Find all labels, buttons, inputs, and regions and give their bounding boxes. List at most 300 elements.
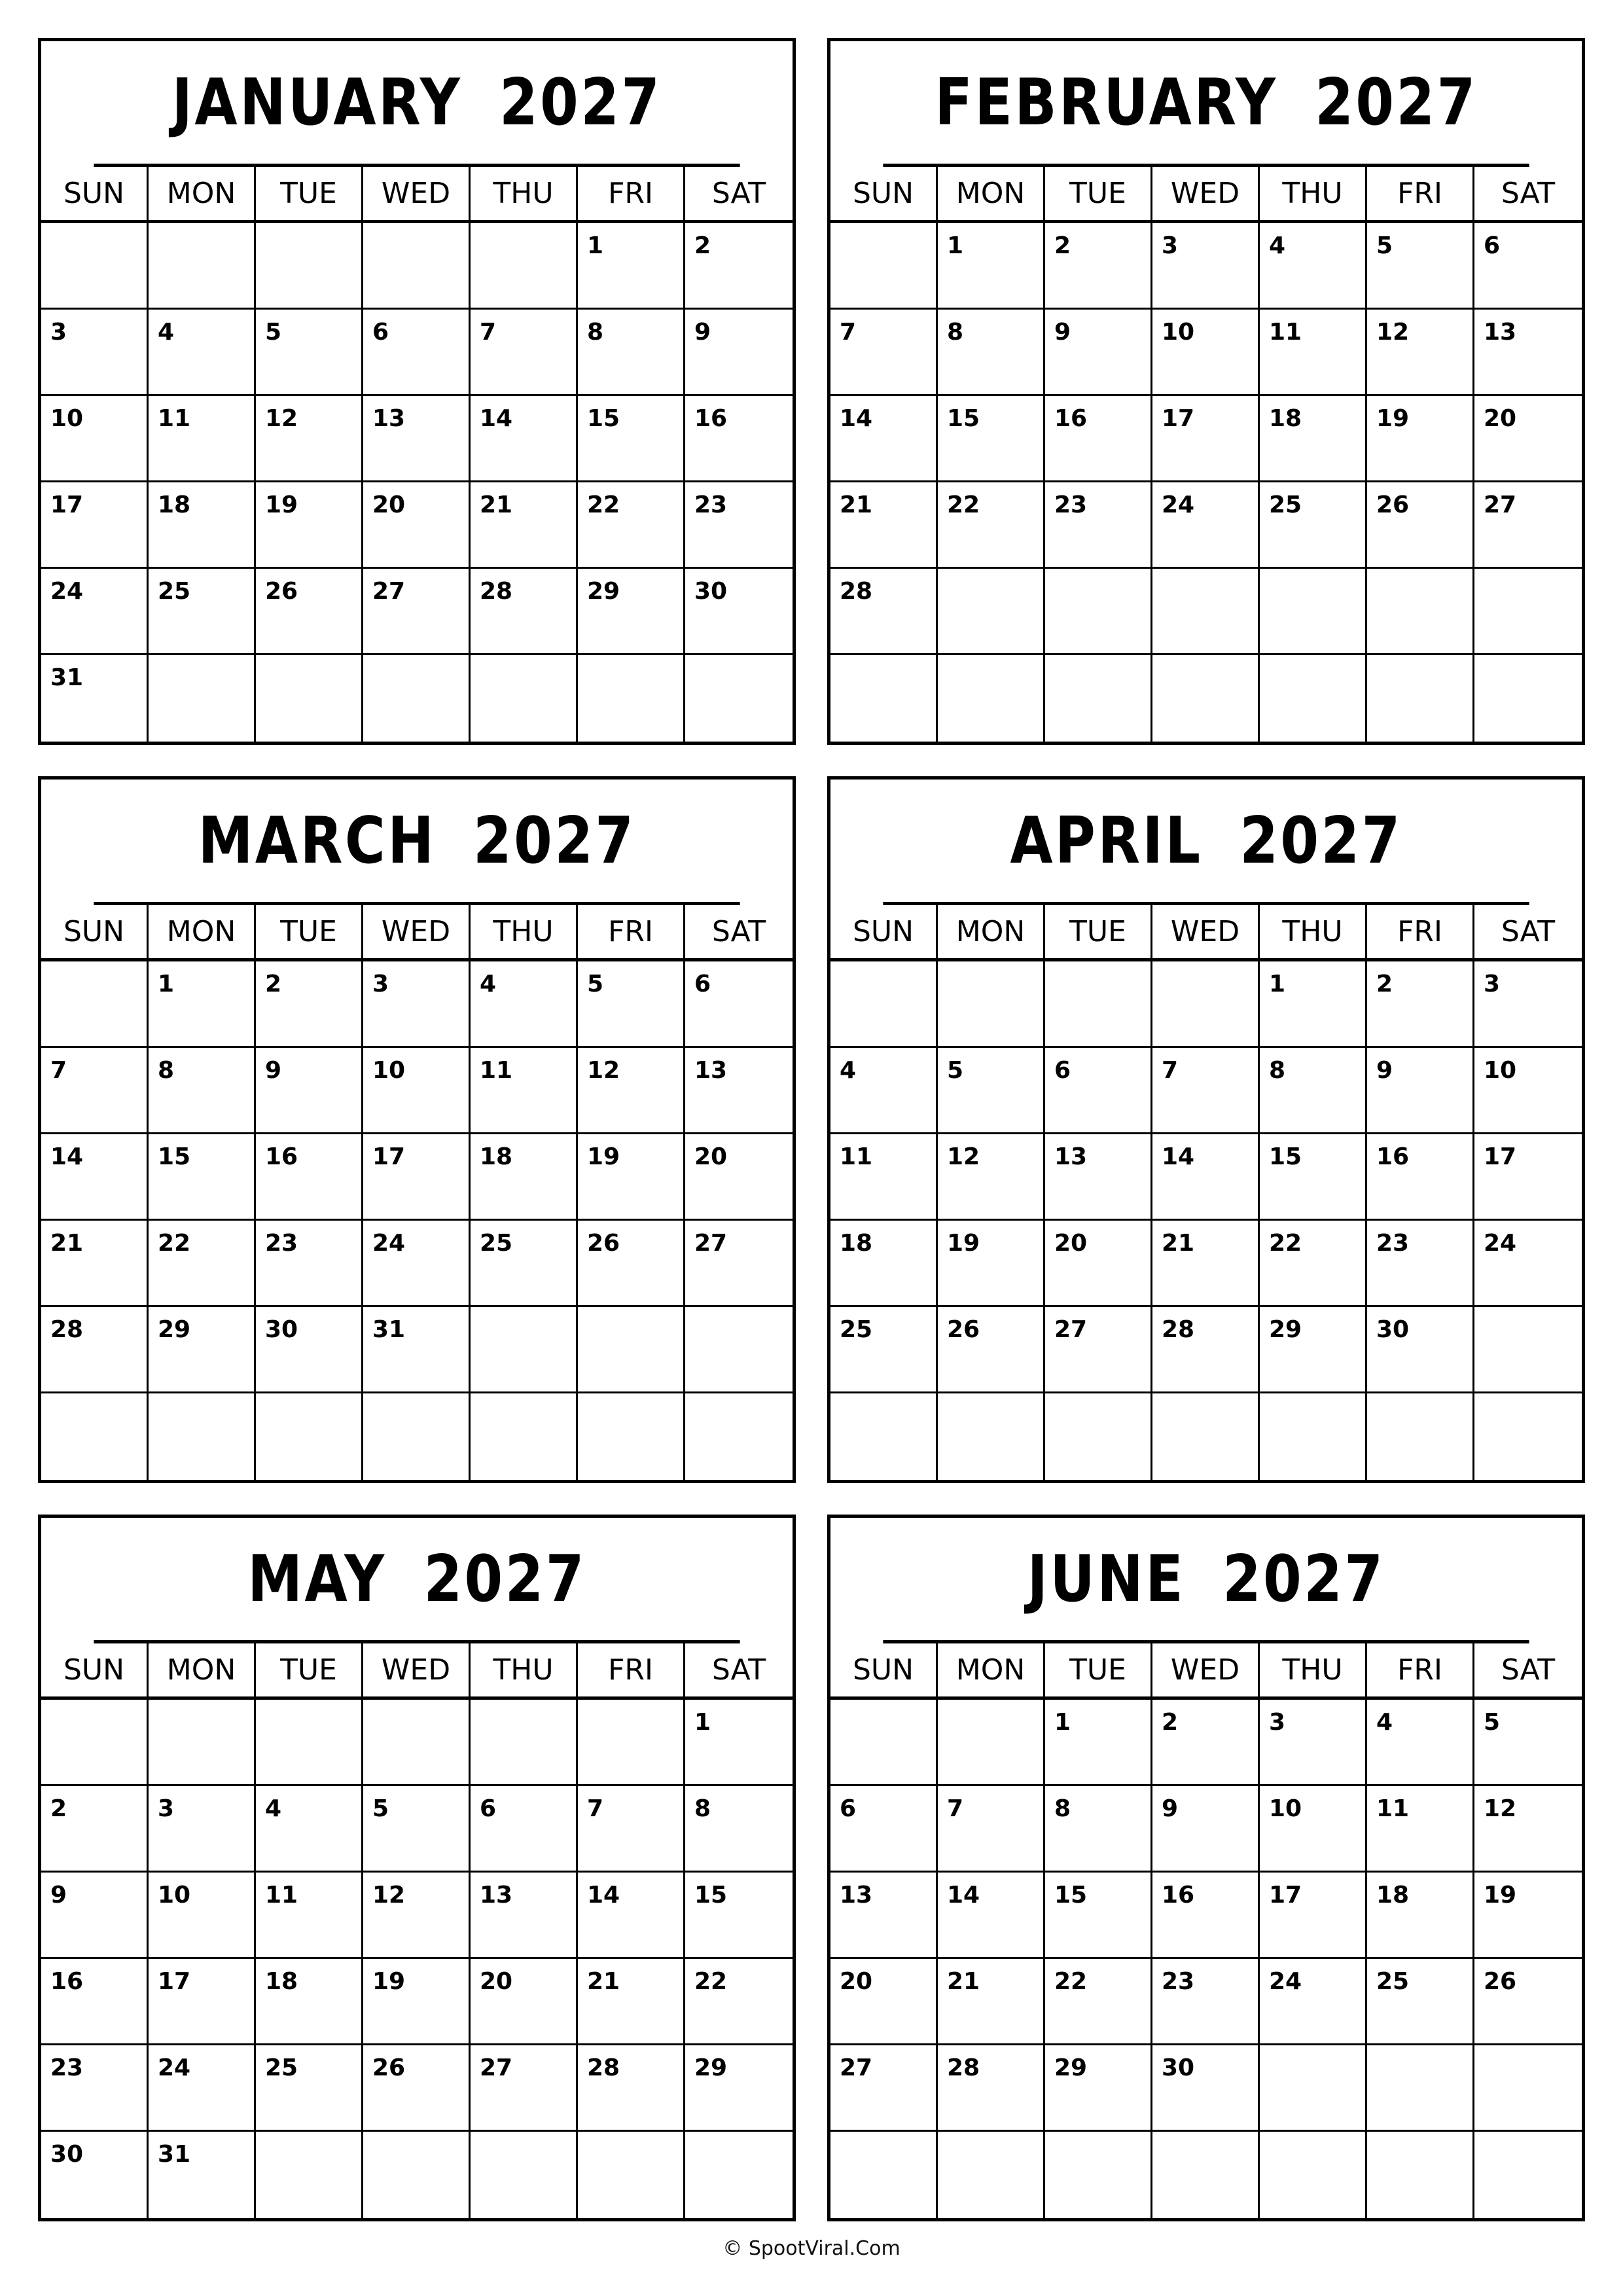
day-cell: 4 (149, 310, 256, 396)
day-cell: 7 (830, 310, 938, 396)
month-title: JANUARY 2027 (94, 41, 740, 167)
empty-day-cell (471, 2132, 578, 2218)
day-cell: 19 (256, 482, 363, 569)
day-cell: 13 (471, 1873, 578, 1959)
day-cell: 26 (256, 569, 363, 655)
empty-day-cell (41, 961, 149, 1048)
empty-day-cell (938, 1700, 1045, 1786)
day-cell: 30 (256, 1307, 363, 1393)
empty-day-cell (685, 2132, 793, 2218)
empty-day-cell (363, 655, 471, 742)
day-cell: 11 (471, 1048, 578, 1134)
empty-day-cell (1260, 2132, 1367, 2218)
day-cell: 2 (256, 961, 363, 1048)
day-cell: 4 (471, 961, 578, 1048)
day-cell: 25 (149, 569, 256, 655)
day-cell: 11 (830, 1134, 938, 1221)
weekday-label: WED (363, 167, 471, 220)
day-cell: 11 (256, 1873, 363, 1959)
weekday-label: SUN (41, 1643, 149, 1696)
empty-day-cell (1152, 1393, 1260, 1480)
day-cell: 17 (1474, 1134, 1582, 1221)
day-grid (830, 223, 1582, 742)
day-cell: 26 (363, 2045, 471, 2132)
day-cell: 8 (938, 310, 1045, 396)
empty-day-cell (363, 1393, 471, 1480)
day-cell: 10 (149, 1873, 256, 1959)
day-cell: 9 (1045, 310, 1152, 396)
day-cell: 25 (830, 1307, 938, 1393)
empty-day-cell (938, 655, 1045, 742)
day-cell: 17 (1152, 396, 1260, 482)
empty-day-cell (578, 1393, 685, 1480)
weekday-label: FRI (1367, 905, 1474, 958)
empty-day-cell (1474, 655, 1582, 742)
weekday-label: TUE (256, 1643, 363, 1696)
day-cell: 20 (685, 1134, 793, 1221)
day-cell: 23 (256, 1221, 363, 1307)
day-cell: 30 (1152, 2045, 1260, 2132)
empty-day-cell (578, 2132, 685, 2218)
day-cell: 14 (1152, 1134, 1260, 1221)
day-cell: 28 (471, 569, 578, 655)
day-cell: 8 (578, 310, 685, 396)
day-cell: 6 (1474, 223, 1582, 310)
empty-day-cell (149, 1700, 256, 1786)
day-cell: 31 (149, 2132, 256, 2218)
day-cell: 11 (149, 396, 256, 482)
month-calendar (827, 1515, 1585, 2221)
empty-day-cell (830, 2132, 938, 2218)
empty-day-cell (938, 2132, 1045, 2218)
empty-day-cell (830, 223, 938, 310)
day-cell: 4 (1260, 223, 1367, 310)
weekday-label: TUE (1045, 1643, 1152, 1696)
day-cell: 22 (149, 1221, 256, 1307)
weekday-label: SUN (830, 167, 938, 220)
day-cell: 31 (41, 655, 149, 742)
day-cell: 13 (685, 1048, 793, 1134)
day-cell: 2 (1045, 223, 1152, 310)
day-cell: 20 (363, 482, 471, 569)
empty-day-cell (149, 223, 256, 310)
day-cell: 21 (938, 1959, 1045, 2045)
day-cell: 27 (685, 1221, 793, 1307)
empty-day-cell (1045, 655, 1152, 742)
day-cell: 4 (1367, 1700, 1474, 1786)
day-cell: 18 (256, 1959, 363, 2045)
day-cell: 1 (149, 961, 256, 1048)
day-cell: 23 (1367, 1221, 1474, 1307)
empty-day-cell (1152, 655, 1260, 742)
day-cell: 3 (41, 310, 149, 396)
weekday-label: SAT (711, 177, 766, 210)
day-cell: 9 (41, 1873, 149, 1959)
weekday-header-row (41, 167, 793, 223)
empty-day-cell (685, 655, 793, 742)
empty-day-cell (471, 1307, 578, 1393)
empty-day-cell (471, 655, 578, 742)
empty-day-cell (938, 1393, 1045, 1480)
day-cell: 16 (685, 396, 793, 482)
day-cell: 25 (471, 1221, 578, 1307)
day-cell: 7 (41, 1048, 149, 1134)
day-grid (41, 961, 793, 1480)
day-cell: 18 (471, 1134, 578, 1221)
weekday-label: SUN (830, 905, 938, 958)
day-cell: 5 (578, 961, 685, 1048)
day-cell: 16 (1045, 396, 1152, 482)
empty-day-cell (149, 655, 256, 742)
day-cell: 6 (471, 1786, 578, 1873)
day-cell: 30 (685, 569, 793, 655)
day-cell: 11 (1367, 1786, 1474, 1873)
day-cell: 28 (938, 2045, 1045, 2132)
day-cell: 26 (938, 1307, 1045, 1393)
day-cell: 13 (1045, 1134, 1152, 1221)
day-cell: 21 (41, 1221, 149, 1307)
day-cell: 3 (1152, 223, 1260, 310)
day-cell: 5 (938, 1048, 1045, 1134)
day-cell: 5 (1474, 1700, 1582, 1786)
weekday-label: WED (363, 1643, 471, 1696)
day-cell: 18 (830, 1221, 938, 1307)
day-cell: 18 (1367, 1873, 1474, 1959)
weekday-label: THU (471, 167, 578, 220)
day-cell: 26 (1367, 482, 1474, 569)
weekday-label: FRI (578, 167, 685, 220)
day-cell: 14 (471, 396, 578, 482)
empty-day-cell (256, 655, 363, 742)
calendar-grid (38, 38, 1585, 2221)
day-cell: 21 (1152, 1221, 1260, 1307)
day-cell: 21 (471, 482, 578, 569)
day-cell: 9 (1367, 1048, 1474, 1134)
empty-day-cell (1367, 2132, 1474, 2218)
day-cell: 21 (830, 482, 938, 569)
day-cell: 28 (830, 569, 938, 655)
day-cell: 27 (830, 2045, 938, 2132)
empty-day-cell (1367, 569, 1474, 655)
day-cell: 6 (830, 1786, 938, 1873)
day-cell: 10 (41, 396, 149, 482)
day-cell: 9 (256, 1048, 363, 1134)
day-cell: 13 (1474, 310, 1582, 396)
month-title: MAY 2027 (94, 1518, 740, 1643)
day-cell: 23 (685, 482, 793, 569)
day-cell: 24 (363, 1221, 471, 1307)
month-calendar (827, 776, 1585, 1483)
day-cell: 8 (1260, 1048, 1367, 1134)
weekday-label: SAT (711, 915, 766, 948)
day-cell: 25 (1260, 482, 1367, 569)
day-cell: 19 (938, 1221, 1045, 1307)
day-cell: 30 (41, 2132, 149, 2218)
weekday-label: THU (1260, 905, 1367, 958)
day-cell: 20 (471, 1959, 578, 2045)
weekday-label: FRI (578, 905, 685, 958)
weekday-label: THU (471, 905, 578, 958)
day-cell: 21 (578, 1959, 685, 2045)
day-cell: 28 (1152, 1307, 1260, 1393)
day-cell: 24 (41, 569, 149, 655)
day-cell: 9 (685, 310, 793, 396)
weekday-label: SUN (41, 905, 149, 958)
empty-day-cell (1260, 569, 1367, 655)
empty-day-cell (685, 1393, 793, 1480)
empty-day-cell (149, 1393, 256, 1480)
day-cell: 1 (685, 1700, 793, 1786)
day-cell: 20 (830, 1959, 938, 2045)
day-cell: 19 (363, 1959, 471, 2045)
day-cell: 3 (1260, 1700, 1367, 1786)
day-cell: 15 (1045, 1873, 1152, 1959)
weekday-label: MON (938, 1643, 1045, 1696)
day-cell: 8 (685, 1786, 793, 1873)
day-cell: 20 (1045, 1221, 1152, 1307)
empty-day-cell (830, 1393, 938, 1480)
day-cell: 8 (149, 1048, 256, 1134)
day-cell: 7 (1152, 1048, 1260, 1134)
day-cell: 30 (1367, 1307, 1474, 1393)
day-cell: 24 (1260, 1959, 1367, 2045)
day-cell: 28 (41, 1307, 149, 1393)
month-calendar (38, 776, 796, 1483)
day-cell: 19 (1367, 396, 1474, 482)
empty-day-cell (1474, 2132, 1582, 2218)
weekday-label: THU (1260, 167, 1367, 220)
day-grid (41, 1700, 793, 2218)
day-cell: 27 (363, 569, 471, 655)
day-cell: 12 (578, 1048, 685, 1134)
day-cell: 25 (256, 2045, 363, 2132)
weekday-header-row (41, 1643, 793, 1700)
day-cell: 7 (938, 1786, 1045, 1873)
day-cell: 10 (1474, 1048, 1582, 1134)
weekday-label: WED (1152, 167, 1260, 220)
day-cell: 24 (1474, 1221, 1582, 1307)
empty-day-cell (256, 223, 363, 310)
weekday-label: SAT (1501, 177, 1556, 210)
day-cell: 12 (1367, 310, 1474, 396)
empty-day-cell (685, 1307, 793, 1393)
day-cell: 15 (938, 396, 1045, 482)
weekday-label: THU (471, 1643, 578, 1696)
empty-day-cell (830, 1700, 938, 1786)
day-cell: 22 (1260, 1221, 1367, 1307)
day-cell: 31 (363, 1307, 471, 1393)
weekday-label: MON (149, 905, 256, 958)
day-cell: 28 (578, 2045, 685, 2132)
day-cell: 26 (578, 1221, 685, 1307)
month-calendar (38, 1515, 796, 2221)
day-cell: 2 (1367, 961, 1474, 1048)
empty-day-cell (1152, 961, 1260, 1048)
day-cell: 14 (578, 1873, 685, 1959)
day-cell: 3 (149, 1786, 256, 1873)
day-cell: 23 (1152, 1959, 1260, 2045)
day-cell: 1 (1045, 1700, 1152, 1786)
month-title: APRIL 2027 (883, 780, 1529, 905)
weekday-label: SAT (1501, 915, 1556, 948)
month-calendar (38, 38, 796, 745)
day-cell: 29 (149, 1307, 256, 1393)
weekday-label: TUE (1045, 167, 1152, 220)
day-cell: 10 (1152, 310, 1260, 396)
empty-day-cell (1367, 1393, 1474, 1480)
day-cell: 17 (1260, 1873, 1367, 1959)
weekday-header-row (830, 167, 1582, 223)
day-cell: 7 (578, 1786, 685, 1873)
day-cell: 27 (1474, 482, 1582, 569)
day-cell: 13 (363, 396, 471, 482)
day-cell: 22 (578, 482, 685, 569)
day-cell: 6 (363, 310, 471, 396)
weekday-label: WED (1152, 1643, 1260, 1696)
empty-day-cell (256, 1393, 363, 1480)
day-cell: 1 (578, 223, 685, 310)
empty-day-cell (1474, 569, 1582, 655)
day-cell: 2 (685, 223, 793, 310)
day-cell: 12 (938, 1134, 1045, 1221)
day-cell: 15 (149, 1134, 256, 1221)
empty-day-cell (578, 1700, 685, 1786)
day-cell: 16 (1367, 1134, 1474, 1221)
empty-day-cell (256, 2132, 363, 2218)
empty-day-cell (1260, 655, 1367, 742)
day-cell: 29 (685, 2045, 793, 2132)
empty-day-cell (471, 223, 578, 310)
day-cell: 26 (1474, 1959, 1582, 2045)
empty-day-cell (256, 1700, 363, 1786)
day-cell: 9 (1152, 1786, 1260, 1873)
day-cell: 18 (1260, 396, 1367, 482)
day-cell: 1 (938, 223, 1045, 310)
day-cell: 29 (578, 569, 685, 655)
empty-day-cell (471, 1393, 578, 1480)
empty-day-cell (938, 961, 1045, 1048)
empty-day-cell (1045, 961, 1152, 1048)
day-grid (830, 961, 1582, 1480)
weekday-label: TUE (256, 905, 363, 958)
empty-day-cell (1474, 1393, 1582, 1480)
day-cell: 4 (830, 1048, 938, 1134)
day-cell: 22 (1045, 1959, 1152, 2045)
day-cell: 15 (578, 396, 685, 482)
day-cell: 15 (685, 1873, 793, 1959)
weekday-label: WED (363, 905, 471, 958)
day-cell: 29 (1045, 2045, 1152, 2132)
day-cell: 22 (938, 482, 1045, 569)
day-cell: 12 (256, 396, 363, 482)
day-cell: 6 (1045, 1048, 1152, 1134)
day-cell: 25 (1367, 1959, 1474, 2045)
weekday-label: SAT (1501, 1653, 1556, 1687)
empty-day-cell (830, 655, 938, 742)
weekday-header-row (830, 1643, 1582, 1700)
day-cell: 14 (41, 1134, 149, 1221)
day-cell: 4 (256, 1786, 363, 1873)
month-title: MARCH 2027 (94, 780, 740, 905)
empty-day-cell (1260, 2045, 1367, 2132)
day-cell: 7 (471, 310, 578, 396)
day-cell: 10 (363, 1048, 471, 1134)
weekday-label: WED (1152, 905, 1260, 958)
day-cell: 23 (1045, 482, 1152, 569)
empty-day-cell (1367, 2045, 1474, 2132)
day-cell: 3 (363, 961, 471, 1048)
day-cell: 3 (1474, 961, 1582, 1048)
empty-day-cell (938, 569, 1045, 655)
day-cell: 24 (1152, 482, 1260, 569)
day-cell: 27 (1045, 1307, 1152, 1393)
day-cell: 13 (830, 1873, 938, 1959)
empty-day-cell (363, 2132, 471, 2218)
empty-day-cell (1152, 2132, 1260, 2218)
weekday-label: SUN (830, 1643, 938, 1696)
empty-day-cell (471, 1700, 578, 1786)
empty-day-cell (1152, 569, 1260, 655)
weekday-label: SUN (41, 167, 149, 220)
day-cell: 1 (1260, 961, 1367, 1048)
day-cell: 12 (363, 1873, 471, 1959)
weekday-label: MON (938, 905, 1045, 958)
day-cell: 18 (149, 482, 256, 569)
day-cell: 14 (938, 1873, 1045, 1959)
empty-day-cell (363, 223, 471, 310)
day-cell: 15 (1260, 1134, 1367, 1221)
day-cell: 5 (256, 310, 363, 396)
day-cell: 5 (1367, 223, 1474, 310)
day-cell: 24 (149, 2045, 256, 2132)
day-cell: 22 (685, 1959, 793, 2045)
empty-day-cell (1474, 1307, 1582, 1393)
day-cell: 2 (1152, 1700, 1260, 1786)
day-cell: 10 (1260, 1786, 1367, 1873)
empty-day-cell (41, 1393, 149, 1480)
weekday-label: TUE (256, 167, 363, 220)
month-title: JUNE 2027 (883, 1518, 1529, 1643)
weekday-label: MON (149, 1643, 256, 1696)
empty-day-cell (41, 1700, 149, 1786)
month-calendar (827, 38, 1585, 745)
weekday-label: FRI (578, 1643, 685, 1696)
weekday-label: THU (1260, 1643, 1367, 1696)
weekday-label: TUE (1045, 905, 1152, 958)
empty-day-cell (363, 1700, 471, 1786)
day-grid (830, 1700, 1582, 2218)
day-cell: 16 (41, 1959, 149, 2045)
empty-day-cell (578, 655, 685, 742)
day-cell: 17 (149, 1959, 256, 2045)
weekday-label: FRI (1367, 1643, 1474, 1696)
day-cell: 19 (578, 1134, 685, 1221)
day-cell: 6 (685, 961, 793, 1048)
day-cell: 23 (41, 2045, 149, 2132)
day-cell: 11 (1260, 310, 1367, 396)
empty-day-cell (1045, 1393, 1152, 1480)
weekday-label: MON (149, 167, 256, 220)
copyright-footer: © SpootViral.Com (722, 2237, 901, 2260)
day-cell: 29 (1260, 1307, 1367, 1393)
weekday-label: MON (938, 167, 1045, 220)
day-cell: 8 (1045, 1786, 1152, 1873)
weekday-label: FRI (1367, 167, 1474, 220)
empty-day-cell (1260, 1393, 1367, 1480)
weekday-header-row (830, 905, 1582, 961)
empty-day-cell (1045, 2132, 1152, 2218)
day-cell: 19 (1474, 1873, 1582, 1959)
